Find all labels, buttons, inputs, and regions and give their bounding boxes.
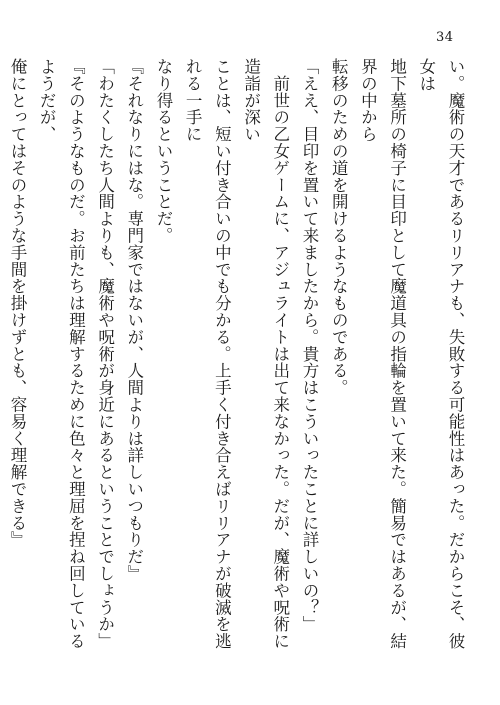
text-line: 前世の乙女ゲームに、アジュライトは出て来なかった。だが、魔術や呪術に造詣が深い bbox=[241, 58, 290, 650]
text-line: 地下墓所の椅子に目印として魔道具の指輪を置いて来た。簡易ではあるが、結界の中から bbox=[358, 58, 407, 650]
text-line: ことは、短い付き合いの中でも分かる。上手く付き合えばリリアナが破滅を逃れる一手に bbox=[183, 58, 232, 650]
page-number: 34 bbox=[436, 30, 454, 45]
text-line: 『そのようなものだ。お前たちは理解するために色々と理屈を捏ね回しているようだが、 bbox=[37, 58, 86, 650]
text-line: 俺にとってはそのような手間を掛けずとも、容易く理解できる』 bbox=[7, 58, 27, 549]
text-line: 「わたくしたち人間よりも、魔術や呪術が身近にあるということでしょうか」 bbox=[95, 58, 115, 650]
text-line: 「ええ、目印を置いて来ましたから。貴方はこういったことに詳しいの？」 bbox=[299, 58, 319, 633]
text-line: 転移のための道を開けるようなものである。 bbox=[329, 58, 349, 396]
vertical-body-text bbox=[7, 58, 470, 650]
text-line: なり得るということだ。 bbox=[153, 58, 173, 244]
text-line: 『それなりにはな。専門家ではないが、人間よりは詳しいつもりだ』 bbox=[124, 58, 144, 582]
text-line: い。魔術の天才であるリリアナも、失敗する可能性はあった。だからこそ、彼女は bbox=[416, 58, 465, 650]
text-line bbox=[0, 58, 3, 650]
